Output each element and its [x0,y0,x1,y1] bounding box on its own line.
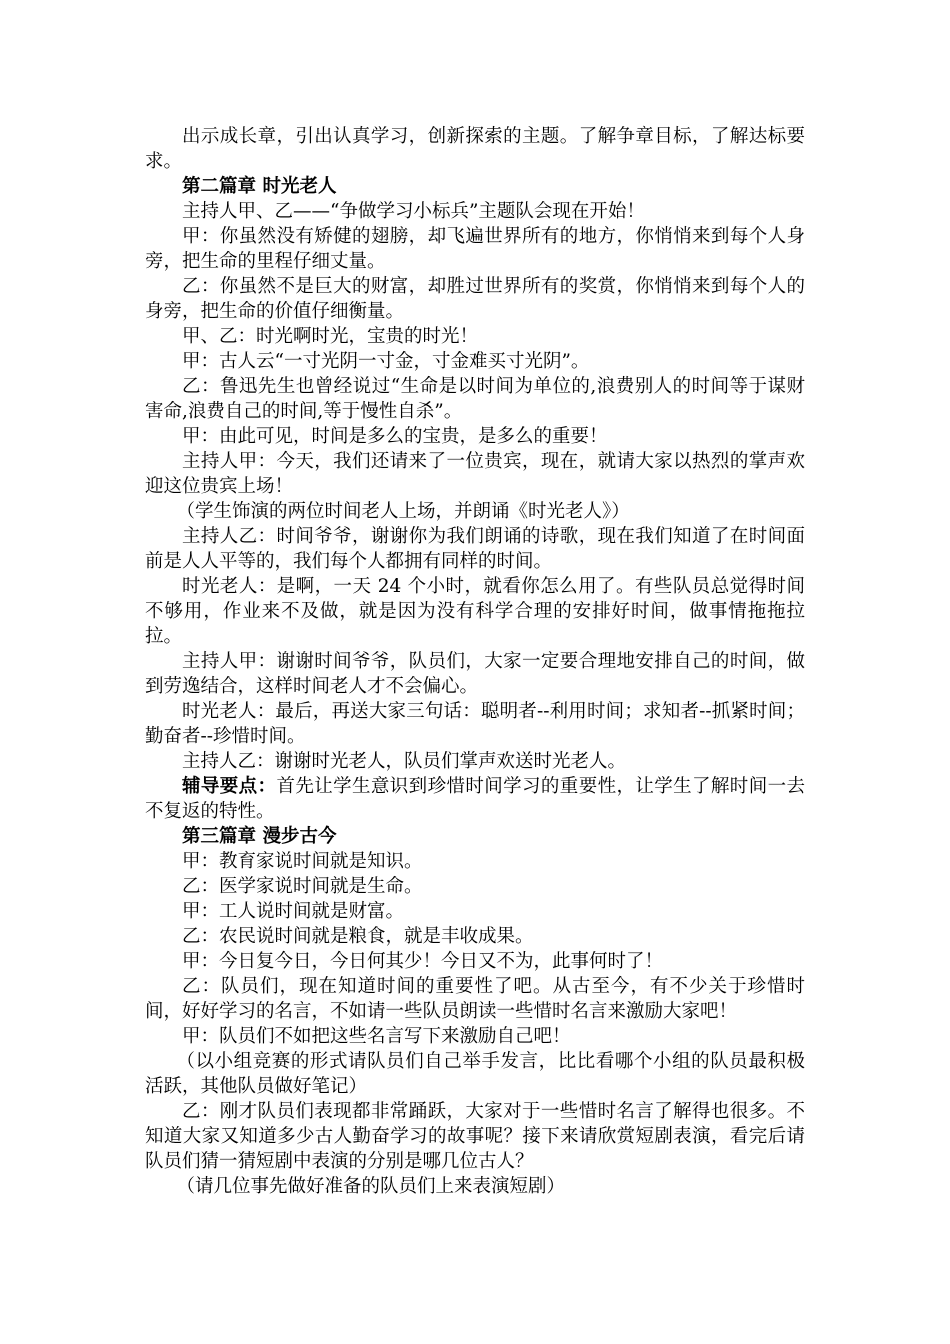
section-heading: 第三篇章 漫步古今 [182,826,337,847]
paragraph: 甲：古人云“一寸光阴一寸金，寸金难买寸光阴”。 [182,351,590,372]
paragraph: 甲：由此可见，时间是多么的宝贵，是多么的重要！ [182,426,608,447]
paragraph: 乙：刚才队员们表现都非常踊跃，大家对于一些惜时名言了解得也很多。不知道大家又知道多少古人勤奋学习的故事呢？接下来请欣赏短剧表演，看完后请队员们猜一猜短剧中表演的分别是哪几位古人？ [145,1101,805,1172]
paragraph: 甲、乙：时光啊时光，宝贵的时光！ [182,326,479,347]
stage-direction: （学生饰演的两位时间老人上场，并朗诵《时光老人》） [176,501,630,522]
paragraph: 甲：队员们不如把这些名言写下来激励自己吧！ [182,1026,571,1047]
paragraph: 乙：你虽然不是巨大的财富，却胜过世界所有的奖赏，你悄悄来到每个人的身旁，把生命的价值仔细衡量。 [145,276,805,322]
section-heading: 第二篇章 时光老人 [182,176,337,197]
paragraph: 主持人甲：谢谢时间爷爷，队员们，大家一定要合理地安排自己的时间，做到劳逸结合，这样时间老人才不会偏心。 [145,651,805,697]
paragraph: 主持人乙：谢谢时光老人，队员们掌声欢送时光老人。 [182,751,627,772]
paragraph: 乙：医学家说时间就是生命。 [182,876,423,897]
guidance-label: 辅导要点： [182,776,277,797]
paragraph: 乙：队员们，现在知道时间的重要性了吧。从古至今，有不少关于珍惜时间，好好学习的名言，不如请一些队员朗读一些惜时名言来激励大家吧！ [145,976,805,1022]
guidance-paragraph [145,774,805,824]
paragraph: 主持人乙：时间爷爷，谢谢你为我们朗诵的诗歌，现在我们知道了在时间面前是人人平等的，我们每个人都拥有同样的时间。 [145,526,805,572]
paragraph: 主持人甲、乙——“争做学习小标兵”主题队会现在开始！ [182,201,645,222]
paragraph: 甲：教育家说时间就是知识。 [182,851,423,872]
guidance-text: 首先让学生意识到珍惜时间学习的重要性，让学生了解时间一去不复返的特性。 [145,776,805,822]
paragraph: 甲：你虽然没有矫健的翅膀，却飞遍世界所有的地方，你悄悄来到每个人身旁，把生命的里程仔细丈量。 [145,226,805,272]
stage-direction: （请几位事先做好准备的队员们上来表演短剧） [176,1176,565,1197]
paragraph: 甲：今日复今日，今日何其少！今日又不为，此事何时了！ [182,951,664,972]
paragraph: 时光老人：是啊，一天 24 个小时，就看你怎么用了。有些队员总觉得时间不够用，作业来不及做，就是因为没有科学合理的安排好时间，做事情拖拖拉拉。 [145,576,805,647]
paragraph: 乙：鲁迅先生也曾经说过“生命是以时间为单位的,浪费别人的时间等于谋财害命,浪费自己的时间,等于慢性自杀”。 [145,376,805,422]
paragraph: 乙：农民说时间就是粮食，就是丰收成果。 [182,926,534,947]
paragraph: 主持人甲：今天，我们还请来了一位贵宾，现在，就请大家以热烈的掌声欢迎这位贵宾上场！ [145,451,805,497]
paragraph: 出示成长章，引出认真学习，创新探索的主题。了解争章目标，了解达标要求。 [145,126,805,172]
paragraph: 甲：工人说时间就是财富。 [182,901,405,922]
stage-direction: （以小组竞赛的形式请队员们自己举手发言，比比看哪个小组的队员最积极活跃，其他队员做好笔记） [145,1051,805,1097]
paragraph: 时光老人：最后，再送大家三句话：聪明者--利用时间；求知者--抓紧时间；勤奋者--珍惜时间。 [145,701,805,747]
document-body [145,124,805,1199]
